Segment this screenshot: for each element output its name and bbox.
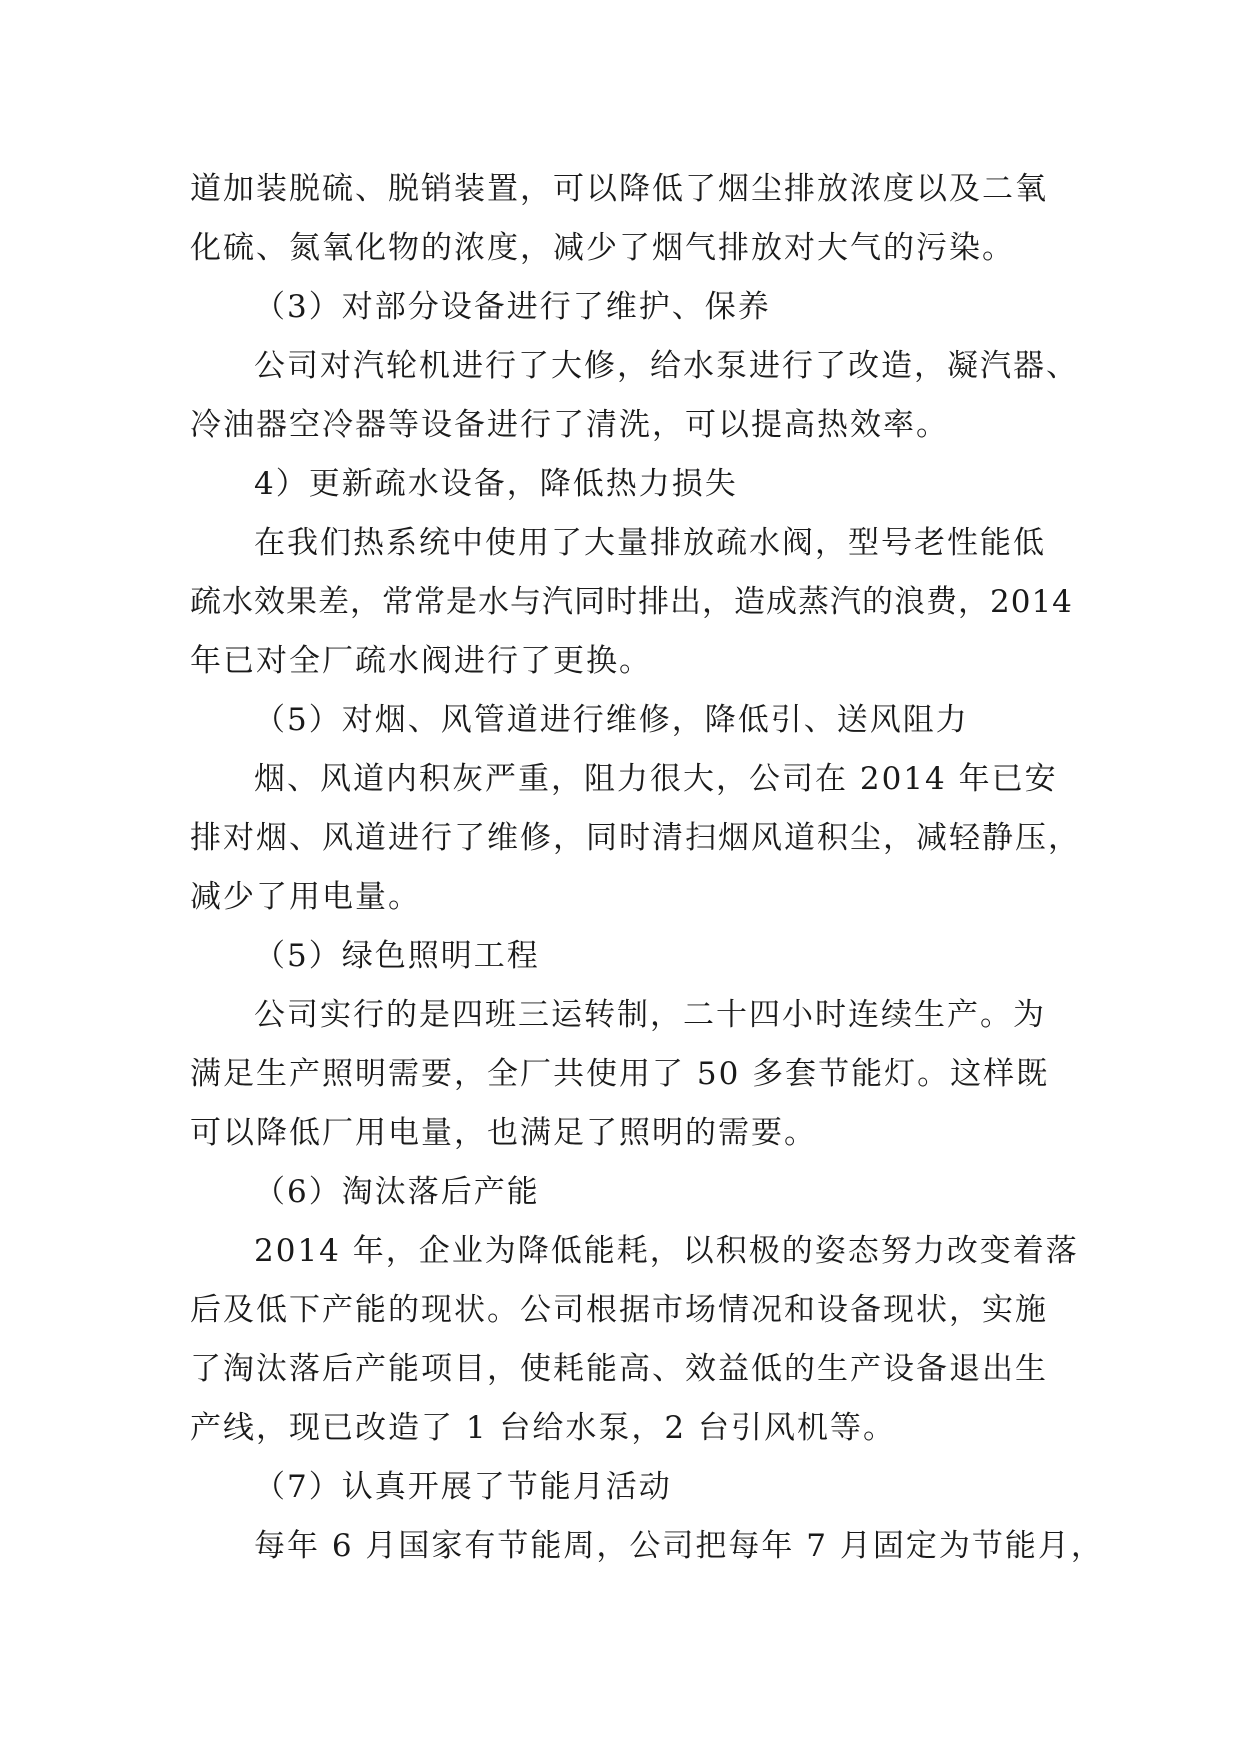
- paragraph-line: 在我们热系统中使用了大量排放疏水阀，型号老性能低: [254, 525, 1046, 561]
- paragraph-line: 冷油器空冷器等设备进行了清洗，可以提高热效率。: [190, 407, 949, 443]
- paragraph-line: 减少了用电量。: [190, 879, 421, 915]
- section-heading: （6）淘汰落后产能: [254, 1174, 540, 1210]
- paragraph-line: 道加装脱硫、脱销装置，可以降低了烟尘排放浓度以及二氧: [190, 171, 1048, 207]
- paragraph-line: 公司对汽轮机进行了大修，给水泵进行了改造，凝汽器、: [254, 348, 1079, 384]
- section-heading: （5）对烟、风管道进行维修，降低引、送风阻力: [254, 702, 969, 738]
- section-heading: （5）绿色照明工程: [254, 938, 540, 974]
- paragraph-line: 可以降低厂用电量，也满足了照明的需要。: [190, 1115, 817, 1151]
- paragraph-line: 每年 6 月国家有节能周，公司把每年 7 月固定为节能月，: [254, 1528, 1104, 1564]
- section-heading: （3）对部分设备进行了维护、保养: [254, 289, 771, 325]
- paragraph-line: 后及低下产能的现状。公司根据市场情况和设备现状，实施: [190, 1292, 1048, 1328]
- document-page: [190, 160, 1104, 1576]
- section-heading: 4）更新疏水设备，降低热力损失: [254, 466, 738, 502]
- paragraph-line: 年已对全厂疏水阀进行了更换。: [190, 643, 652, 679]
- paragraph-line: 2014 年，企业为降低能耗，以积极的姿态努力改变着落: [254, 1233, 1079, 1269]
- paragraph-line: 烟、风道内积灰严重，阻力很大，公司在 2014 年已安: [254, 761, 1058, 797]
- paragraph-line: 化硫、氮氧化物的浓度，减少了烟气排放对大气的污染。: [190, 230, 1015, 266]
- paragraph-line: 了淘汰落后产能项目，使耗能高、效益低的生产设备退出生: [190, 1351, 1048, 1387]
- paragraph-line: 排对烟、风道进行了维修，同时清扫烟风道积尘，减轻静压，: [190, 820, 1081, 856]
- paragraph-line: 满足生产照明需要，全厂共使用了 50 多套节能灯。这样既: [190, 1056, 1050, 1092]
- paragraph-line: 公司实行的是四班三运转制，二十四小时连续生产。为: [254, 997, 1046, 1033]
- paragraph-line: 产线，现已改造了 1 台给水泵，2 台引风机等。: [190, 1410, 897, 1446]
- paragraph-line: 疏水效果差，常常是水与汽同时排出，造成蒸汽的浪费，2014: [190, 584, 1073, 620]
- section-heading: （7）认真开展了节能月活动: [254, 1469, 672, 1505]
